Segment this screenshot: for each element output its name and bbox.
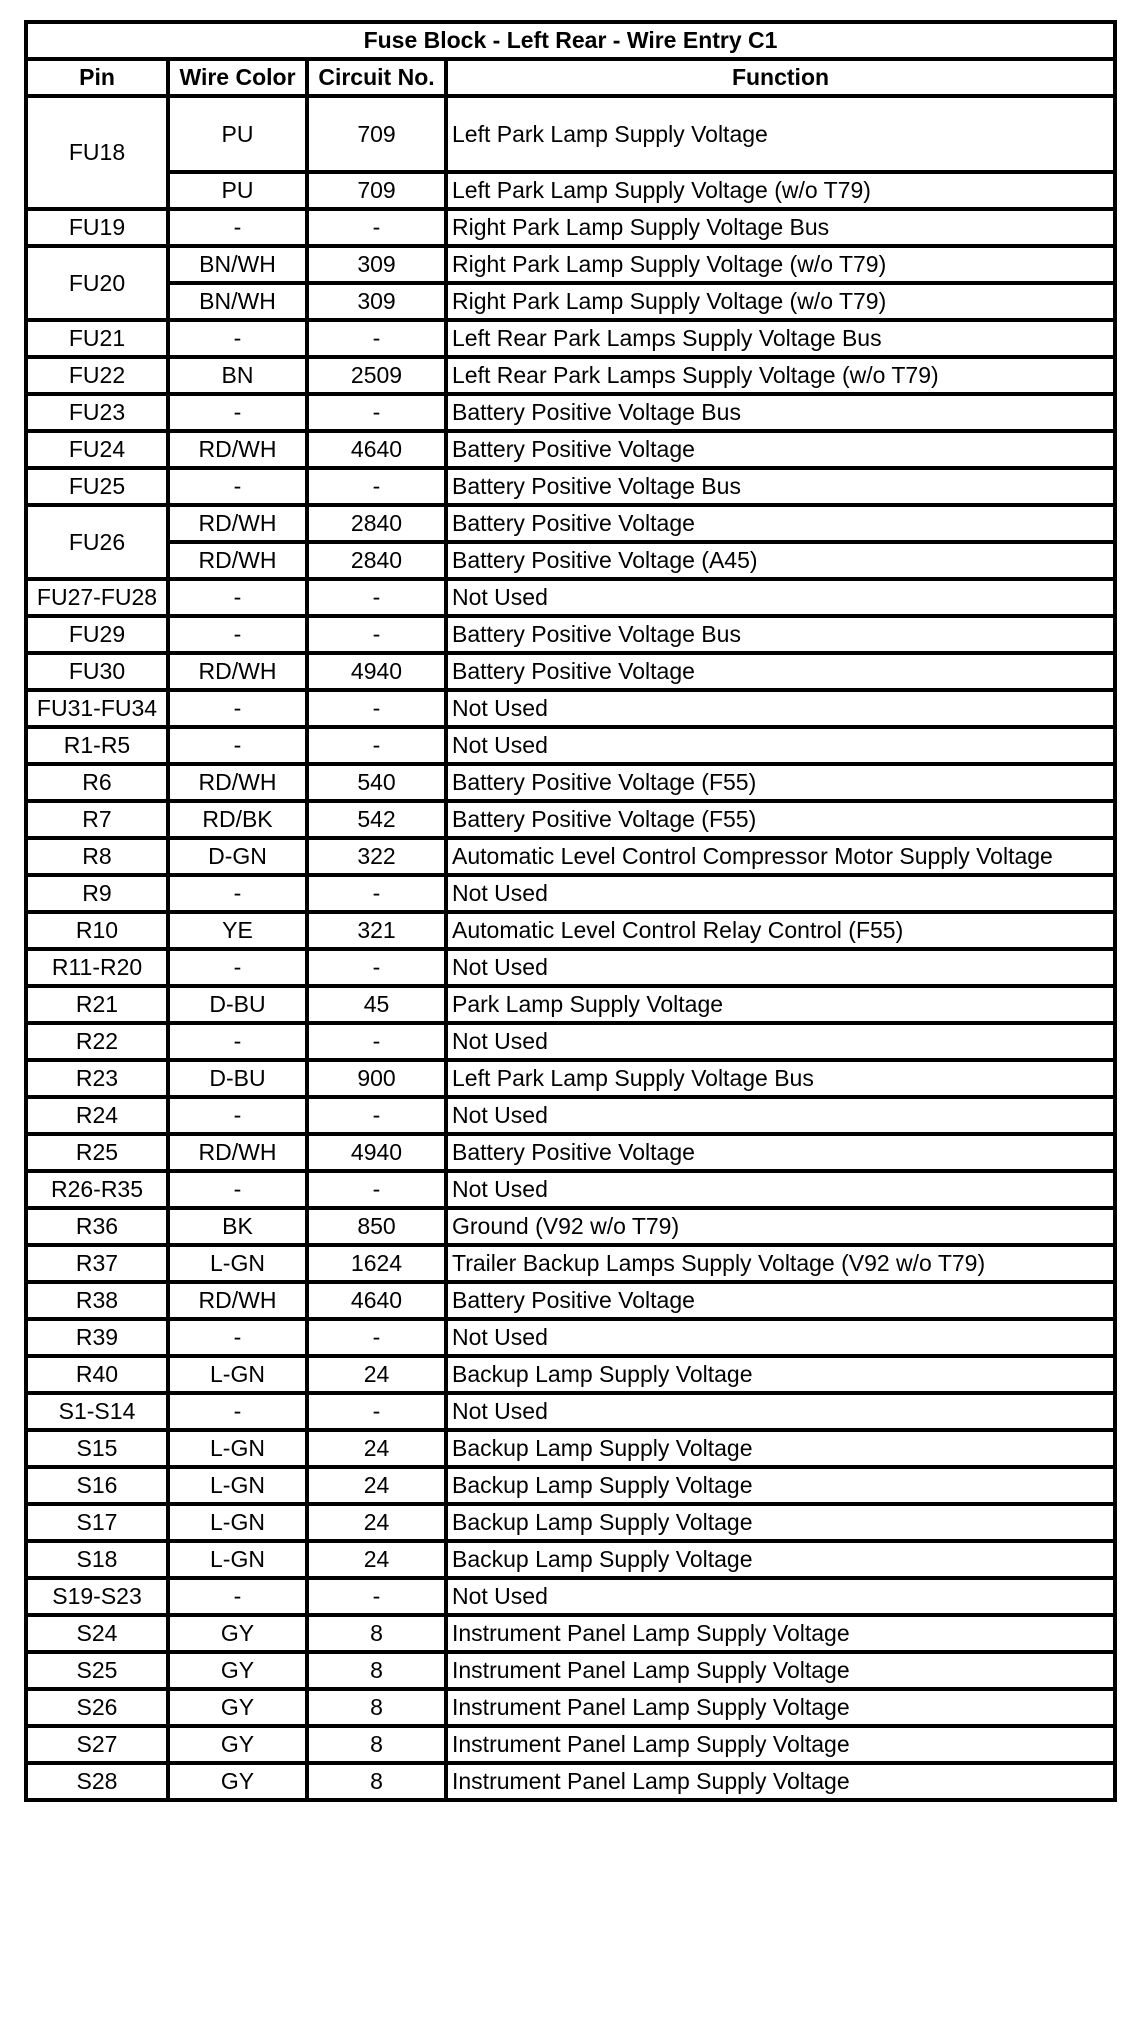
wire-color-cell: BK: [168, 1208, 307, 1245]
pin-cell: R26-R35: [26, 1171, 168, 1208]
table-row: [26, 727, 1115, 764]
wire-color-cell: -: [168, 1393, 307, 1430]
function-cell: Not Used: [446, 1319, 1115, 1356]
pin-cell: FU19: [26, 209, 168, 246]
circuit-no-cell: 24: [307, 1430, 446, 1467]
function-cell: Park Lamp Supply Voltage: [446, 986, 1115, 1023]
pin-cell: R38: [26, 1282, 168, 1319]
circuit-no-cell: -: [307, 1171, 446, 1208]
table-body: [26, 96, 1115, 1800]
wire-color-cell: RD/WH: [168, 505, 307, 542]
circuit-no-cell: 24: [307, 1356, 446, 1393]
table-row: [26, 394, 1115, 431]
wire-color-cell: -: [168, 875, 307, 912]
table-row: [26, 1319, 1115, 1356]
table-row: [26, 579, 1115, 616]
pin-cell: FU26: [26, 505, 168, 579]
function-cell: Instrument Panel Lamp Supply Voltage: [446, 1615, 1115, 1652]
wire-color-cell: PU: [168, 172, 307, 209]
wire-color-cell: L-GN: [168, 1356, 307, 1393]
pin-cell: FU27-FU28: [26, 579, 168, 616]
wire-color-cell: -: [168, 1578, 307, 1615]
pin-cell: FU25: [26, 468, 168, 505]
pin-cell: R6: [26, 764, 168, 801]
wire-color-cell: PU: [168, 96, 307, 172]
wire-color-cell: D-GN: [168, 838, 307, 875]
function-cell: Battery Positive Voltage (A45): [446, 542, 1115, 579]
table-row: [26, 1282, 1115, 1319]
table-row: [26, 1504, 1115, 1541]
function-cell: Battery Positive Voltage: [446, 505, 1115, 542]
wire-color-cell: RD/WH: [168, 1134, 307, 1171]
wire-color-cell: RD/WH: [168, 1282, 307, 1319]
wire-color-cell: GY: [168, 1615, 307, 1652]
circuit-no-cell: 8: [307, 1615, 446, 1652]
column-header-function: Function: [446, 59, 1115, 96]
wire-color-cell: -: [168, 1097, 307, 1134]
wire-color-cell: L-GN: [168, 1430, 307, 1467]
table-row: [26, 616, 1115, 653]
table-row: [26, 96, 1115, 172]
wire-color-cell: RD/BK: [168, 801, 307, 838]
pin-cell: R39: [26, 1319, 168, 1356]
circuit-no-cell: 900: [307, 1060, 446, 1097]
pin-cell: S18: [26, 1541, 168, 1578]
function-cell: Left Park Lamp Supply Voltage (w/o T79): [446, 172, 1115, 209]
function-cell: Battery Positive Voltage: [446, 1282, 1115, 1319]
wire-color-cell: GY: [168, 1726, 307, 1763]
table-title-row: [26, 22, 1115, 59]
pin-cell: R36: [26, 1208, 168, 1245]
table-row: [26, 1023, 1115, 1060]
pin-cell: R7: [26, 801, 168, 838]
wire-color-cell: GY: [168, 1763, 307, 1800]
wire-color-cell: RD/WH: [168, 764, 307, 801]
circuit-no-cell: -: [307, 320, 446, 357]
table-row: [26, 690, 1115, 727]
wire-color-cell: -: [168, 949, 307, 986]
function-cell: Instrument Panel Lamp Supply Voltage: [446, 1726, 1115, 1763]
circuit-no-cell: 542: [307, 801, 446, 838]
table-row: [26, 431, 1115, 468]
table-row: [26, 1134, 1115, 1171]
circuit-no-cell: 4640: [307, 1282, 446, 1319]
circuit-no-cell: 24: [307, 1504, 446, 1541]
table-row: [26, 468, 1115, 505]
column-header-wire-color: Wire Color: [168, 59, 307, 96]
wire-color-cell: -: [168, 690, 307, 727]
circuit-no-cell: -: [307, 1097, 446, 1134]
table-row: [26, 1393, 1115, 1430]
pin-cell: R25: [26, 1134, 168, 1171]
function-cell: Instrument Panel Lamp Supply Voltage: [446, 1652, 1115, 1689]
table-row: [26, 875, 1115, 912]
function-cell: Not Used: [446, 875, 1115, 912]
circuit-no-cell: 321: [307, 912, 446, 949]
table-row: [26, 357, 1115, 394]
function-cell: Automatic Level Control Compressor Motor Supply Voltage: [446, 838, 1115, 875]
function-cell: Left Rear Park Lamps Supply Voltage Bus: [446, 320, 1115, 357]
circuit-no-cell: -: [307, 949, 446, 986]
function-cell: Battery Positive Voltage: [446, 431, 1115, 468]
table-row: [26, 801, 1115, 838]
wire-color-cell: -: [168, 616, 307, 653]
circuit-no-cell: -: [307, 1319, 446, 1356]
table-row: [26, 949, 1115, 986]
wire-color-cell: GY: [168, 1689, 307, 1726]
wire-color-cell: D-BU: [168, 986, 307, 1023]
table-row: [26, 764, 1115, 801]
pin-cell: FU21: [26, 320, 168, 357]
function-cell: Instrument Panel Lamp Supply Voltage: [446, 1689, 1115, 1726]
wire-color-cell: -: [168, 320, 307, 357]
table-row: [26, 1615, 1115, 1652]
circuit-no-cell: 8: [307, 1726, 446, 1763]
wire-color-cell: GY: [168, 1652, 307, 1689]
pin-cell: FU23: [26, 394, 168, 431]
circuit-no-cell: -: [307, 727, 446, 764]
pin-cell: FU22: [26, 357, 168, 394]
function-cell: Not Used: [446, 1578, 1115, 1615]
function-cell: Battery Positive Voltage Bus: [446, 394, 1115, 431]
wire-color-cell: -: [168, 579, 307, 616]
pin-cell: R22: [26, 1023, 168, 1060]
pin-cell: R37: [26, 1245, 168, 1282]
wire-color-cell: -: [168, 468, 307, 505]
table-row: [26, 505, 1115, 542]
pin-cell: S1-S14: [26, 1393, 168, 1430]
wire-color-cell: RD/WH: [168, 653, 307, 690]
circuit-no-cell: 24: [307, 1467, 446, 1504]
table-row: [26, 209, 1115, 246]
table-row: [26, 1763, 1115, 1800]
circuit-no-cell: 24: [307, 1541, 446, 1578]
wire-color-cell: -: [168, 1319, 307, 1356]
function-cell: Automatic Level Control Relay Control (F55): [446, 912, 1115, 949]
pin-cell: S28: [26, 1763, 168, 1800]
circuit-no-cell: -: [307, 209, 446, 246]
function-cell: Battery Positive Voltage Bus: [446, 616, 1115, 653]
circuit-no-cell: -: [307, 616, 446, 653]
pin-cell: FU24: [26, 431, 168, 468]
pin-cell: S25: [26, 1652, 168, 1689]
circuit-no-cell: -: [307, 690, 446, 727]
table-row: [26, 1171, 1115, 1208]
table-row: [26, 1430, 1115, 1467]
function-cell: Right Park Lamp Supply Voltage Bus: [446, 209, 1115, 246]
pin-cell: S17: [26, 1504, 168, 1541]
wire-color-cell: RD/WH: [168, 431, 307, 468]
function-cell: Backup Lamp Supply Voltage: [446, 1467, 1115, 1504]
column-header-circuit-no: Circuit No.: [307, 59, 446, 96]
circuit-no-cell: -: [307, 1393, 446, 1430]
table-row: [26, 1726, 1115, 1763]
circuit-no-cell: 309: [307, 283, 446, 320]
wire-color-cell: D-BU: [168, 1060, 307, 1097]
pin-cell: R10: [26, 912, 168, 949]
pin-cell: R24: [26, 1097, 168, 1134]
function-cell: Right Park Lamp Supply Voltage (w/o T79): [446, 283, 1115, 320]
wire-color-cell: L-GN: [168, 1541, 307, 1578]
wire-color-cell: YE: [168, 912, 307, 949]
circuit-no-cell: -: [307, 1578, 446, 1615]
function-cell: Not Used: [446, 690, 1115, 727]
pin-cell: R11-R20: [26, 949, 168, 986]
function-cell: Not Used: [446, 1171, 1115, 1208]
table-row: [26, 1245, 1115, 1282]
table-row: [26, 172, 1115, 209]
wire-color-cell: -: [168, 209, 307, 246]
pin-cell: FU18: [26, 96, 168, 209]
function-cell: Battery Positive Voltage Bus: [446, 468, 1115, 505]
wire-color-cell: BN: [168, 357, 307, 394]
pin-cell: FU29: [26, 616, 168, 653]
function-cell: Not Used: [446, 1023, 1115, 1060]
table-row: [26, 246, 1115, 283]
table-title: Fuse Block - Left Rear - Wire Entry C1: [26, 22, 1115, 59]
function-cell: Trailer Backup Lamps Supply Voltage (V92 w/o T79): [446, 1245, 1115, 1282]
pin-cell: S15: [26, 1430, 168, 1467]
circuit-no-cell: -: [307, 394, 446, 431]
function-cell: Not Used: [446, 1097, 1115, 1134]
table-row: [26, 1578, 1115, 1615]
wire-color-cell: L-GN: [168, 1467, 307, 1504]
circuit-no-cell: -: [307, 468, 446, 505]
circuit-no-cell: 8: [307, 1652, 446, 1689]
function-cell: Left Rear Park Lamps Supply Voltage (w/o T79): [446, 357, 1115, 394]
table-row: [26, 1467, 1115, 1504]
function-cell: Battery Positive Voltage: [446, 653, 1115, 690]
table-row: [26, 1541, 1115, 1578]
circuit-no-cell: 45: [307, 986, 446, 1023]
pin-cell: S26: [26, 1689, 168, 1726]
pin-cell: R9: [26, 875, 168, 912]
function-cell: Battery Positive Voltage (F55): [446, 764, 1115, 801]
pin-cell: S24: [26, 1615, 168, 1652]
wire-color-cell: L-GN: [168, 1504, 307, 1541]
circuit-no-cell: 4940: [307, 653, 446, 690]
column-header-pin: Pin: [26, 59, 168, 96]
wire-color-cell: BN/WH: [168, 283, 307, 320]
wire-color-cell: -: [168, 1023, 307, 1060]
table-row: [26, 912, 1115, 949]
circuit-no-cell: 4640: [307, 431, 446, 468]
circuit-no-cell: -: [307, 1023, 446, 1060]
circuit-no-cell: 8: [307, 1763, 446, 1800]
pin-cell: R23: [26, 1060, 168, 1097]
pin-cell: FU31-FU34: [26, 690, 168, 727]
function-cell: Instrument Panel Lamp Supply Voltage: [446, 1763, 1115, 1800]
circuit-no-cell: 309: [307, 246, 446, 283]
wire-color-cell: -: [168, 727, 307, 764]
circuit-no-cell: 8: [307, 1689, 446, 1726]
function-cell: Backup Lamp Supply Voltage: [446, 1504, 1115, 1541]
pin-cell: R21: [26, 986, 168, 1023]
table-row: [26, 1097, 1115, 1134]
wire-color-cell: -: [168, 1171, 307, 1208]
circuit-no-cell: 540: [307, 764, 446, 801]
circuit-no-cell: -: [307, 875, 446, 912]
pin-cell: R40: [26, 1356, 168, 1393]
pin-cell: S19-S23: [26, 1578, 168, 1615]
pin-cell: FU30: [26, 653, 168, 690]
function-cell: Not Used: [446, 579, 1115, 616]
fuse-block-table: [24, 20, 1117, 1802]
function-cell: Battery Positive Voltage: [446, 1134, 1115, 1171]
circuit-no-cell: -: [307, 579, 446, 616]
wire-color-cell: RD/WH: [168, 542, 307, 579]
circuit-no-cell: 2840: [307, 542, 446, 579]
table-row: [26, 1689, 1115, 1726]
function-cell: Not Used: [446, 949, 1115, 986]
function-cell: Right Park Lamp Supply Voltage (w/o T79): [446, 246, 1115, 283]
table-row: [26, 1060, 1115, 1097]
table-row: [26, 986, 1115, 1023]
pin-cell: S27: [26, 1726, 168, 1763]
pin-cell: R8: [26, 838, 168, 875]
function-cell: Battery Positive Voltage (F55): [446, 801, 1115, 838]
table-row: [26, 283, 1115, 320]
function-cell: Not Used: [446, 727, 1115, 764]
circuit-no-cell: 2840: [307, 505, 446, 542]
pin-cell: S16: [26, 1467, 168, 1504]
table-row: [26, 1208, 1115, 1245]
wire-color-cell: BN/WH: [168, 246, 307, 283]
function-cell: Backup Lamp Supply Voltage: [446, 1430, 1115, 1467]
function-cell: Left Park Lamp Supply Voltage: [446, 96, 1115, 172]
pin-cell: R1-R5: [26, 727, 168, 764]
function-cell: Left Park Lamp Supply Voltage Bus: [446, 1060, 1115, 1097]
wire-color-cell: L-GN: [168, 1245, 307, 1282]
table-row: [26, 542, 1115, 579]
circuit-no-cell: 2509: [307, 357, 446, 394]
table-row: [26, 320, 1115, 357]
circuit-no-cell: 322: [307, 838, 446, 875]
table-row: [26, 1652, 1115, 1689]
circuit-no-cell: 1624: [307, 1245, 446, 1282]
table-header-row: [26, 59, 1115, 96]
pin-cell: FU20: [26, 246, 168, 320]
table-row: [26, 1356, 1115, 1393]
table-row: [26, 838, 1115, 875]
circuit-no-cell: 850: [307, 1208, 446, 1245]
circuit-no-cell: 709: [307, 172, 446, 209]
wire-color-cell: -: [168, 394, 307, 431]
function-cell: Backup Lamp Supply Voltage: [446, 1541, 1115, 1578]
circuit-no-cell: 4940: [307, 1134, 446, 1171]
function-cell: Ground (V92 w/o T79): [446, 1208, 1115, 1245]
function-cell: Backup Lamp Supply Voltage: [446, 1356, 1115, 1393]
table-row: [26, 653, 1115, 690]
function-cell: Not Used: [446, 1393, 1115, 1430]
circuit-no-cell: 709: [307, 96, 446, 172]
